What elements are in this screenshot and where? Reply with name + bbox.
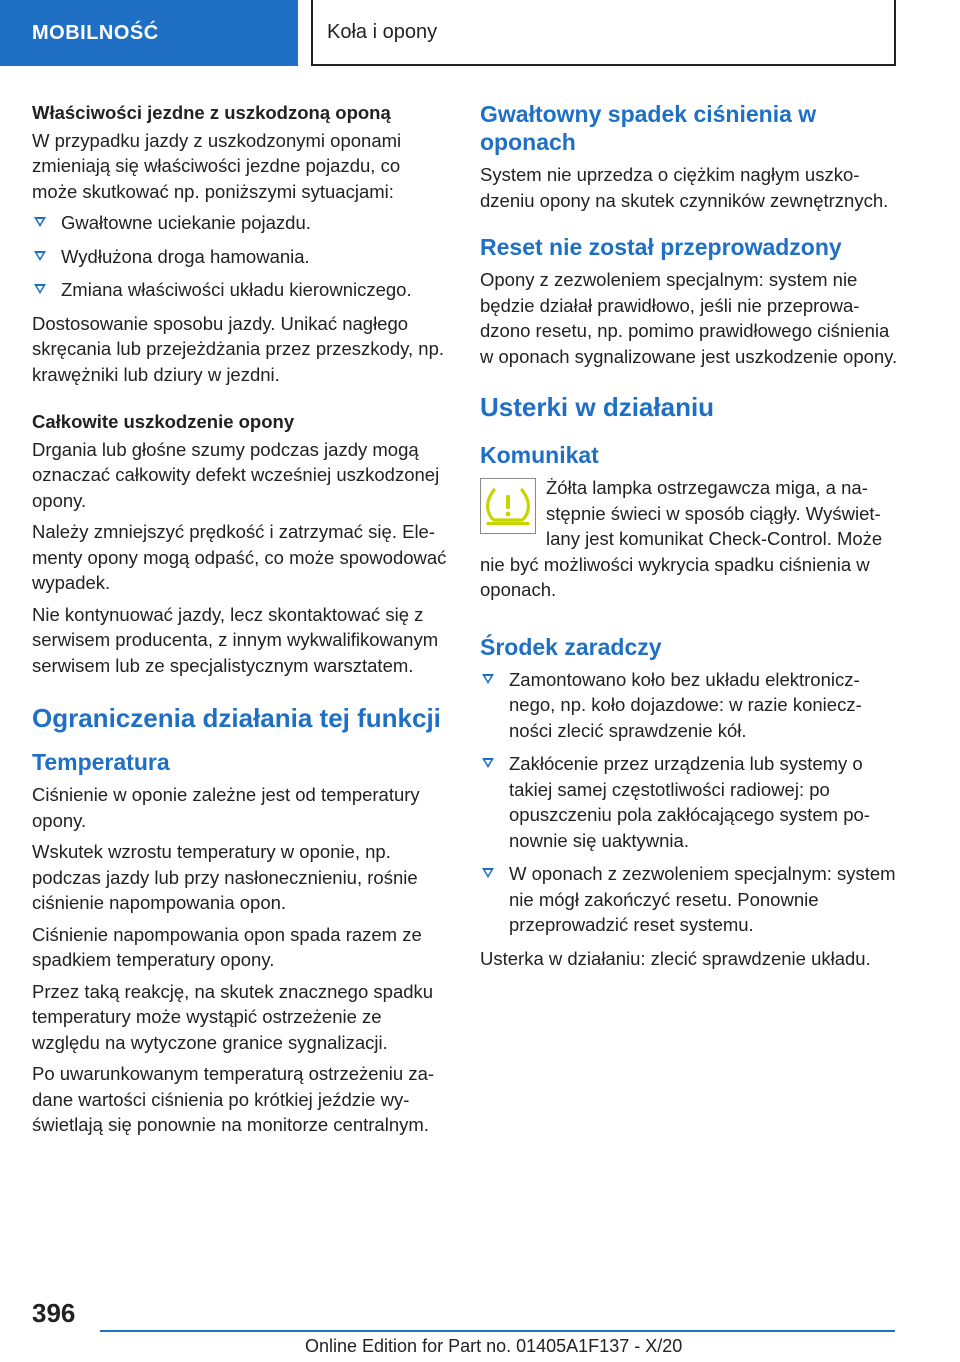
heading-message: Komunikat <box>480 442 599 468</box>
footer-divider <box>100 1330 895 1332</box>
triangle-bullet-icon <box>482 674 494 684</box>
list-item: Zakłócenie przez urządzenia lub systemy o takiej samej częstotliwości radiowej: po opuszczeniu pola zakłócającego system ponownie się uaktywnia. <box>480 751 898 853</box>
chapter-tab <box>0 0 298 66</box>
list-item: Wydłużona droga hamowania. <box>32 244 448 270</box>
list-item: Gwałtowne uciekanie pojazdu. <box>32 210 448 236</box>
chapter-title: MOBILNOŚĆ <box>32 21 159 44</box>
paragraph: Ciśnienie w oponie zależne jest od temperatury opony. <box>32 784 420 831</box>
footer-edition: Online Edition for Part no. 01405A1F137 - X/20 <box>305 1336 683 1356</box>
page-number: 396 <box>32 1298 76 1328</box>
subheading-damaged-tire: Właściwości jezdne z uszkodzoną oponą <box>32 102 391 123</box>
left-column <box>32 100 448 1144</box>
bullet-list <box>480 667 898 938</box>
tire-pressure-warning-icon <box>480 478 536 534</box>
triangle-bullet-icon <box>482 758 494 768</box>
list-item: Zamontowano koło bez układu elektronicznego, np. koło dojazdowe: w razie konieczności zlecić sprawdzenie kół. <box>480 667 898 744</box>
triangle-bullet-icon <box>34 251 46 261</box>
triangle-bullet-icon <box>34 284 46 294</box>
paragraph: System nie uprzedza o ciężkim nagłym uszkodzeniu opony na skutek czynników zewnętrznych. <box>480 164 889 211</box>
paragraph: Po uwarunkowanym temperaturą ostrzeżeniu zadane wartości ciśnienia po krótkiej jeździe wyświetlają się ponownie na monitorze centralnym. <box>32 1063 435 1135</box>
section-header <box>311 0 896 66</box>
paragraph: Żółta lampka ostrzegawcza miga, a następnie świeci w sposób ciągły. Wyświetlany jest komunikat Check-Control. Może nie być możliwości wykrycia spadku ciśnienia w oponach. <box>480 477 883 600</box>
paragraph: Nie kontynuować jazdy, lecz skontaktować się z serwisem producenta, z innym wykwalifikowanym serwisem lub ze specjalistycznym warsztatem. <box>32 603 439 676</box>
heading-sudden-drop: Gwałtowny spadek ciśnienia w oponach <box>480 101 817 155</box>
paragraph: Opony z zezwoleniem specjalnym: system nie będzie działał prawidłowo, jeśli nie przeprowadzono resetu, np. pomimo prawidłowego ciśnienia w oponach sygnalizowane jest uszkodzenie opony. <box>480 269 898 367</box>
paragraph: Należy zmniejszyć prędkość i zatrzymać się. Elementy opony mogą odpaść, co może spowodować wypadek. <box>32 521 447 593</box>
heading-function-limits: Ograniczenia działania tej funkcji <box>32 703 441 733</box>
bullet-list <box>32 210 448 303</box>
list-item: W oponach z zezwoleniem specjalnym: system nie mógł zakończyć resetu. Ponownie przeprowadzić reset systemu. <box>480 861 898 938</box>
section-title: Koła i opony <box>327 20 438 43</box>
triangle-bullet-icon <box>482 868 494 878</box>
subheading-total-damage: Całkowite uszkodzenie opony <box>32 411 295 432</box>
paragraph: Przez taką reakcję, na skutek znacznego spadku temperatury może wystąpić ostrzeżenie ze względu na wytyczone granice sygnalizacji. <box>32 980 434 1053</box>
heading-reset-not-done: Reset nie został przeprowadzony <box>480 234 842 260</box>
list-item: Zmiana właściwości układu kierowniczego. <box>32 277 448 303</box>
triangle-bullet-icon <box>34 217 46 227</box>
paragraph: Ciśnienie napompowania opon spada razem ze spadkiem temperatury opony. <box>32 923 422 970</box>
heading-temperature: Temperatura <box>32 749 170 775</box>
paragraph: Wskutek wzrostu temperatury w oponie, np. podczas jazdy lub przy nasłonecznieniu, rośnie ciśnienie napompowania opon. <box>32 841 418 913</box>
paragraph: Dostosowanie sposobu jazdy. Unikać nagłego skręcania lub przejeżdżania przez przeszkody, np. krawężniki lub dziury w jezdni. <box>32 312 445 385</box>
paragraph: W przypadku jazdy z uszkodzonymi oponami zmieniają się właściwości jezdne pojazdu, co może skutkować np. poniższymi sytuacjami: <box>32 129 402 202</box>
heading-remedy: Środek zaradczy <box>480 633 662 660</box>
paragraph: Drgania lub głośne szumy podczas jazdy mogą oznaczać całkowity defekt wcześniej uszkodzonej opony. <box>32 438 440 511</box>
heading-malfunctions: Usterki w działaniu <box>480 392 715 422</box>
paragraph: Usterka w działaniu: zlecić sprawdzenie układu. <box>480 947 871 969</box>
right-column <box>480 100 898 977</box>
message-block <box>480 475 898 603</box>
